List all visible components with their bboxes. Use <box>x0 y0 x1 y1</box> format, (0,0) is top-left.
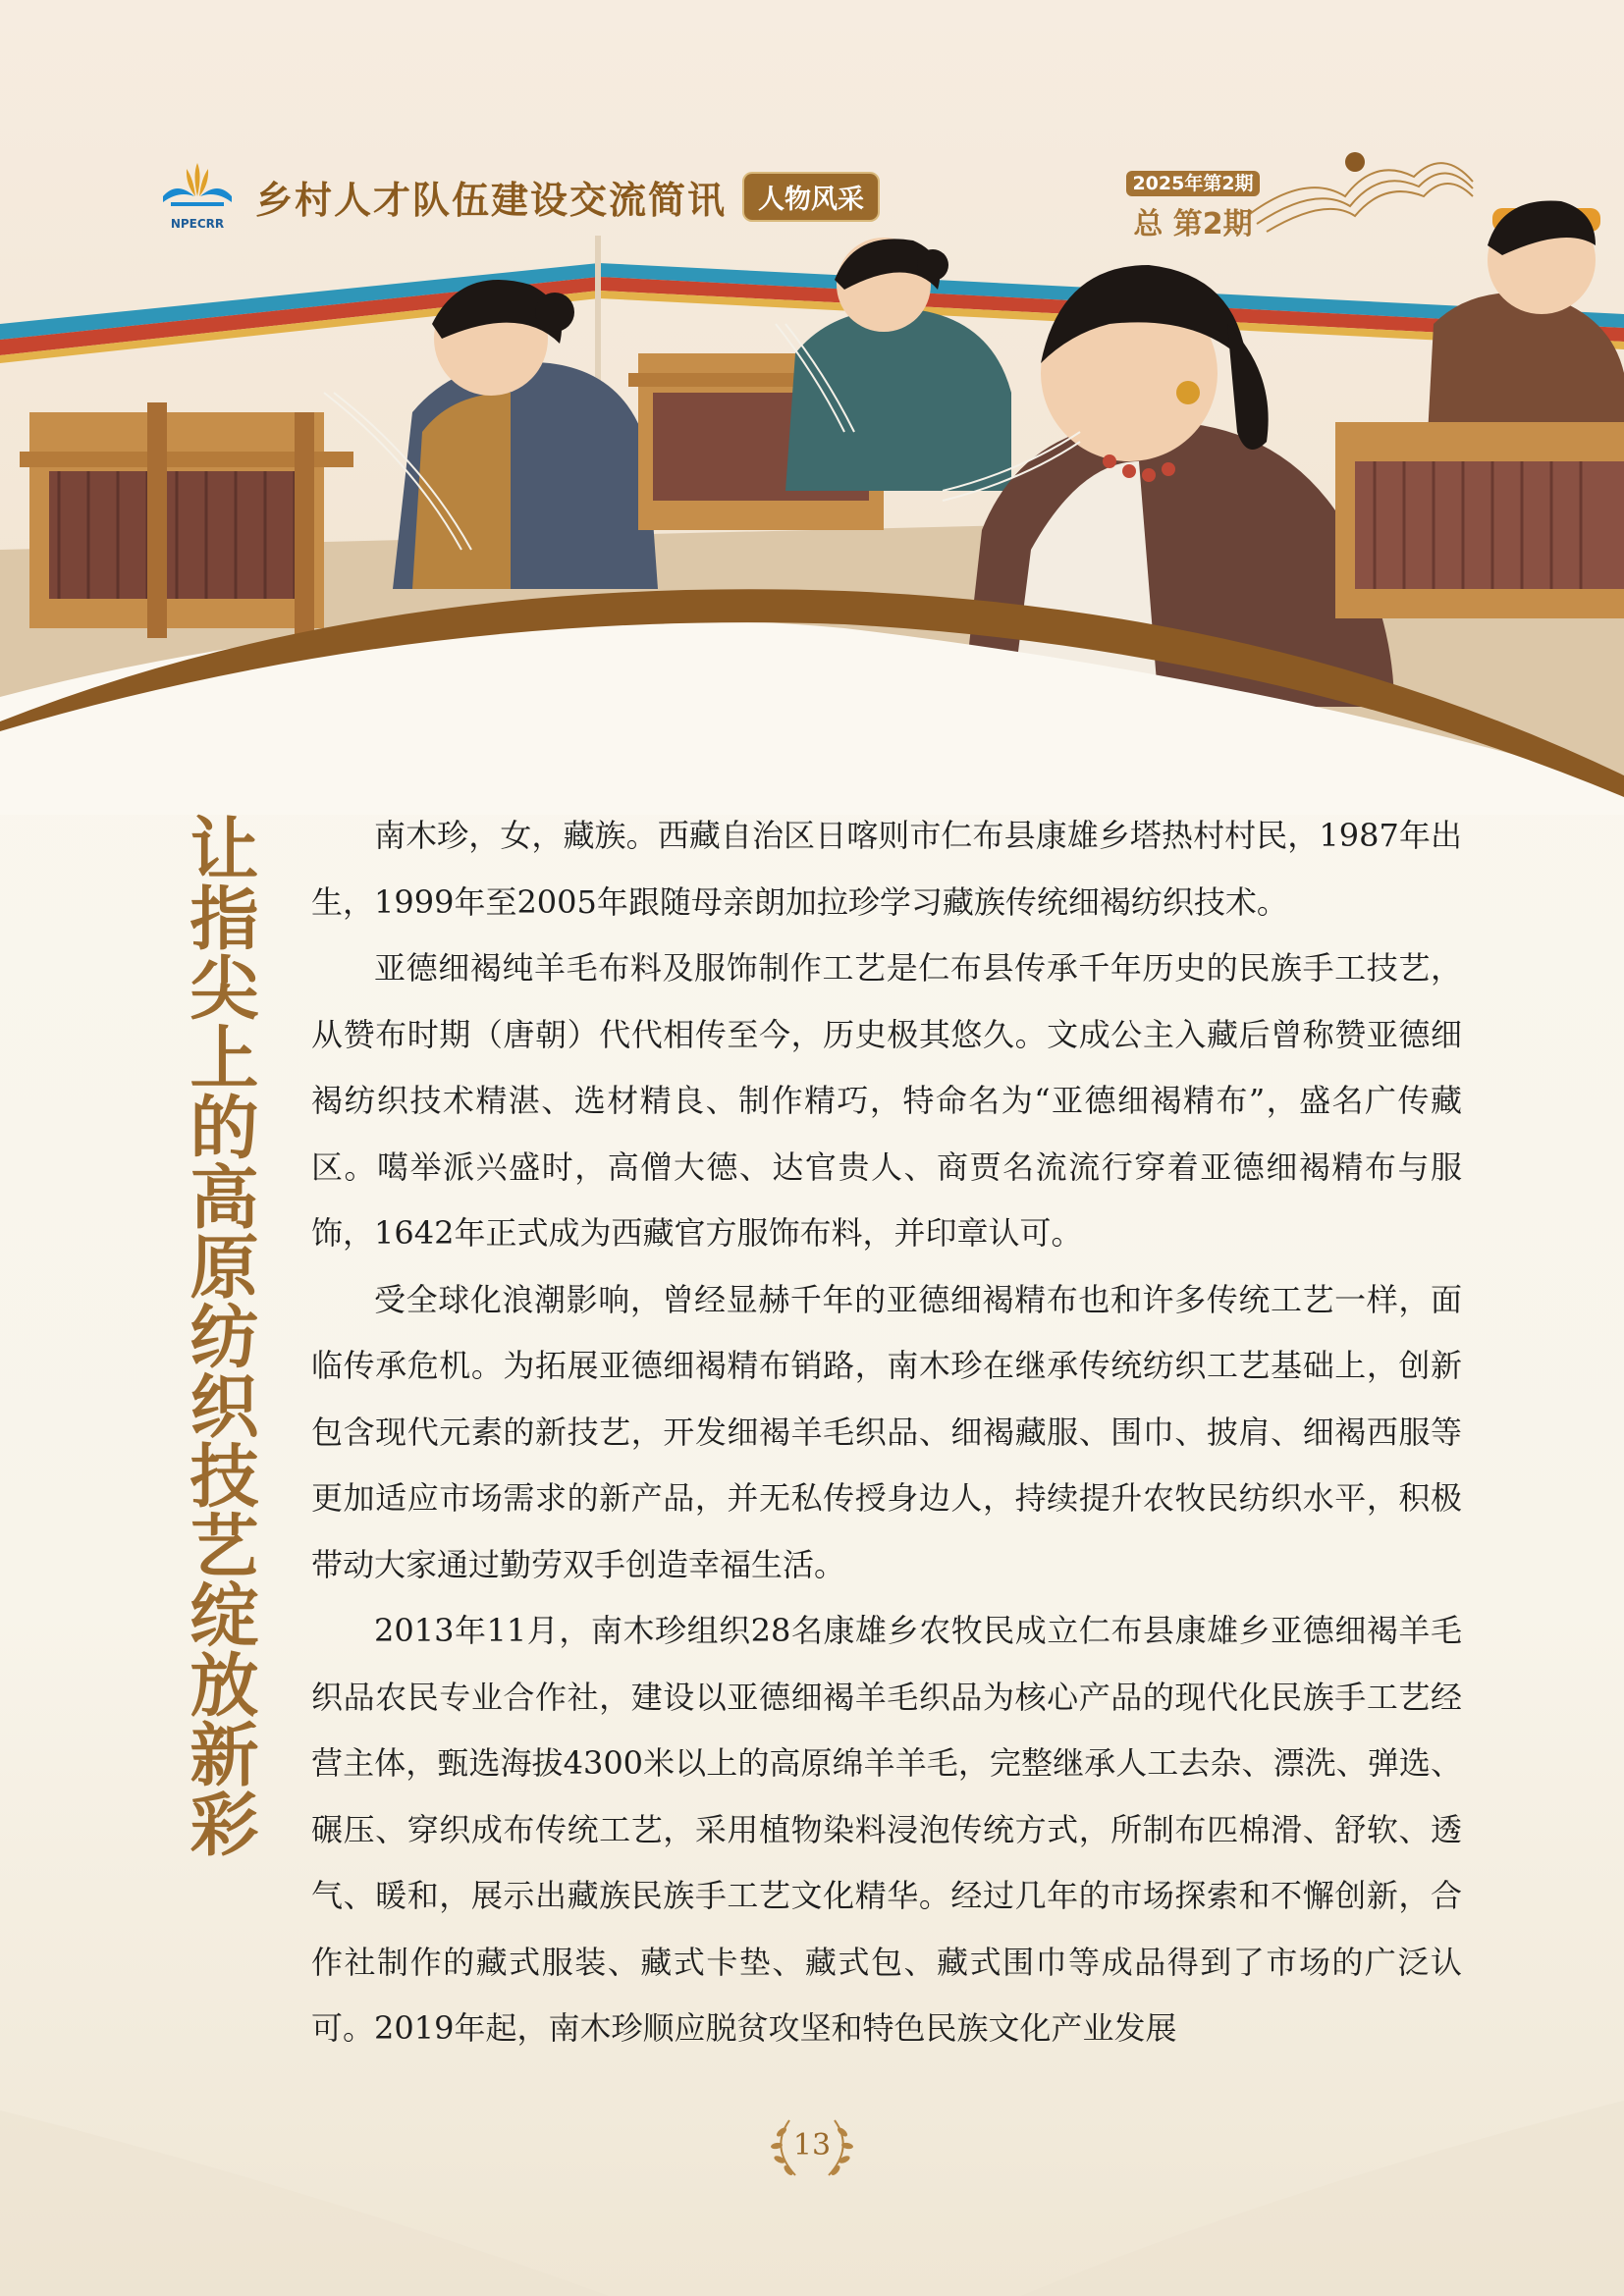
publication-title: 乡村人才队伍建设交流简讯 <box>255 178 728 222</box>
weaving-illustration <box>0 0 1624 815</box>
column-tag: 人物风采 <box>742 172 880 222</box>
paragraph: 2013年11月，南木珍组织28名康雄乡农牧民成立仁布县康雄乡亚德细褐羊毛织品农民专业合作社，建设以亚德细褐羊毛织品为核心产品的现代化民族手工艺经营主体，甄选海拔4300米以上的高原绵羊羊毛，完整继承人工去杂、漂洗、弹选、碾压、穿织成布传统工艺，采用植物染料浸泡传统方式，所制布匹棉滑、舒软、透气、暖和，展示出藏族民族手工艺文化精华。经过几年的市场探索和不懈创新，合作社制作的藏式服装、藏式卡垫、藏式包、藏式围巾等成品得到了市场的广泛认可。2019年起，南木珍顺应脱贫攻坚和特色民族文化产业发展 <box>311 1612 1462 2047</box>
issue-info <box>1119 169 1267 242</box>
issue-year: 2025年第2期 <box>1126 171 1259 196</box>
loom-right <box>1335 422 1624 618</box>
article-title: 让指尖上的高原纺织技艺绽放新彩 <box>179 813 259 1858</box>
loom-left <box>20 402 353 638</box>
svg-text:NPECRR: NPECRR <box>170 217 225 231</box>
masthead <box>157 157 880 236</box>
article-body <box>311 803 1462 2062</box>
page-folio <box>766 2110 858 2185</box>
issue-total: 总 第2期 <box>1133 207 1253 241</box>
paragraph: 南木珍，女，藏族。西藏自治区日喀则市仁布县康雄乡塔热村村民，1987年出生，1999年至2005年跟随母亲朗加拉珍学习藏族传统细褐纺织技术。 <box>311 817 1462 921</box>
paragraph: 受全球化浪潮影响，曾经显赫千年的亚德细褐精布也和许多传统工艺一样，面临传承危机。为拓展亚德细褐精布销路，南木珍在继承传统纺织工艺基础上，创新包含现代元素的新技艺，开发细褐羊毛织品、细褐藏服、围巾、披肩、细褐西服等更加适应市场需求的新产品，并无私传授身边人，持续提升农牧民纺织水平，积极带动大家通过勤劳双手创造幸福生活。 <box>311 1280 1462 1583</box>
paragraph: 亚德细褐纯羊毛布料及服饰制作工艺是仁布县传承千年历史的民族手工技艺，从赞布时期（唐朝）代代相传至今，历史极其悠久。文成公主入藏后曾称赞亚德细褐纺织技术精湛、选材精良、制作精巧，特命名为“亚德细褐精布”，盛名广传藏区。噶举派兴盛时，高僧大德、达官贵人、商贾名流流行穿着亚德细褐精布与服饰，1642年正式成为西藏官方服饰布料，并印章认可。 <box>311 949 1462 1252</box>
npecrr-logo <box>157 157 238 236</box>
page-number: 13 <box>792 2128 832 2163</box>
